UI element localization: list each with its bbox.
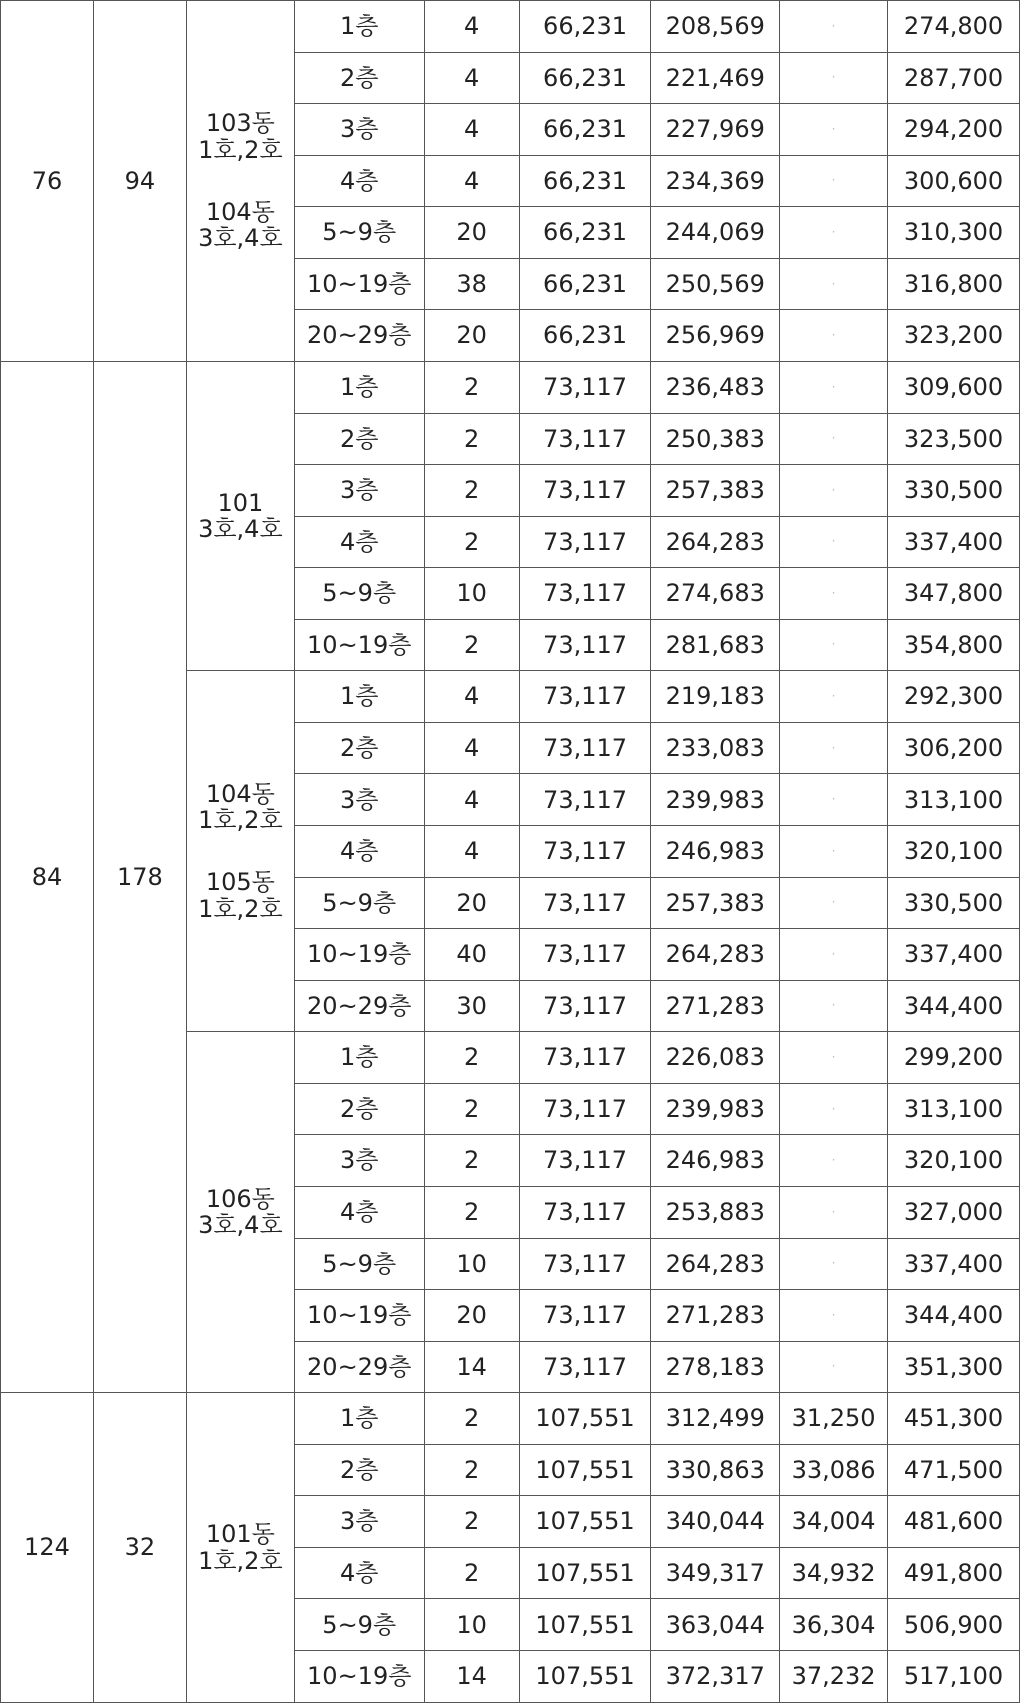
total-price-cell: 323,200 (888, 310, 1020, 362)
unit-count-cell: 4 (424, 1, 519, 53)
vat-cell: · (780, 1238, 888, 1290)
unit-count-cell: 4 (424, 722, 519, 774)
land-price-cell: 73,117 (519, 826, 651, 878)
building-price-cell: 227,969 (651, 104, 780, 156)
total-price-cell: 330,500 (888, 465, 1020, 517)
total-price-cell: 294,200 (888, 104, 1020, 156)
building-price-cell: 271,283 (651, 1290, 780, 1342)
floor-cell: 4층 (294, 1186, 424, 1238)
building-price-cell: 221,469 (651, 52, 780, 104)
total-price-cell: 313,100 (888, 1083, 1020, 1135)
total-price-cell: 306,200 (888, 722, 1020, 774)
vat-cell: · (780, 619, 888, 671)
unit-label: 1호,2호 (198, 135, 283, 164)
floor-cell: 5~9층 (294, 207, 424, 259)
land-price-cell: 107,551 (519, 1444, 651, 1496)
unit-count-cell: 4 (424, 774, 519, 826)
floor-cell: 5~9층 (294, 1599, 424, 1651)
total-price-cell: 337,400 (888, 516, 1020, 568)
vat-cell: · (780, 722, 888, 774)
total-price-cell: 300,600 (888, 155, 1020, 207)
unit-label: 3호,4호 (198, 224, 283, 253)
building-price-cell: 233,083 (651, 722, 780, 774)
unit-count-cell: 2 (424, 1135, 519, 1187)
building-price-cell: 330,863 (651, 1444, 780, 1496)
unit-count-cell: 4 (424, 52, 519, 104)
total-price-cell: 299,200 (888, 1032, 1020, 1084)
total-price-cell: 344,400 (888, 1290, 1020, 1342)
building-label: 104동 (205, 779, 275, 808)
vat-cell: · (780, 465, 888, 517)
building-price-cell: 208,569 (651, 1, 780, 53)
unit-count-cell: 38 (424, 258, 519, 310)
unit-count-cell: 20 (424, 877, 519, 929)
unit-count-cell: 14 (424, 1341, 519, 1393)
unit-count-cell: 20 (424, 207, 519, 259)
building-cell (186, 361, 294, 670)
floor-cell: 4층 (294, 516, 424, 568)
floor-cell: 5~9층 (294, 877, 424, 929)
building-price-cell: 349,317 (651, 1547, 780, 1599)
vat-cell: · (780, 980, 888, 1032)
unit-count-cell: 2 (424, 465, 519, 517)
total-price-cell: 517,100 (888, 1651, 1020, 1703)
building-price-cell: 274,683 (651, 568, 780, 620)
land-price-cell: 66,231 (519, 207, 651, 259)
vat-cell: 36,304 (780, 1599, 888, 1651)
unit-count-cell: 2 (424, 1032, 519, 1084)
floor-cell: 1층 (294, 671, 424, 723)
floor-cell: 1층 (294, 1393, 424, 1445)
total-price-cell: 337,400 (888, 1238, 1020, 1290)
vat-cell: · (780, 826, 888, 878)
building-price-cell: 363,044 (651, 1599, 780, 1651)
floor-cell: 4층 (294, 1547, 424, 1599)
land-price-cell: 66,231 (519, 52, 651, 104)
vat-cell: · (780, 413, 888, 465)
total-price-cell: 491,800 (888, 1547, 1020, 1599)
floor-cell: 20~29층 (294, 1341, 424, 1393)
vat-cell: 33,086 (780, 1444, 888, 1496)
total-price-cell: 274,800 (888, 1, 1020, 53)
land-price-cell: 107,551 (519, 1393, 651, 1445)
unit-count-cell: 2 (424, 413, 519, 465)
vat-cell: · (780, 1, 888, 53)
floor-cell: 20~29층 (294, 980, 424, 1032)
land-price-cell: 66,231 (519, 310, 651, 362)
building-price-cell: 257,383 (651, 877, 780, 929)
building-price-cell: 239,983 (651, 1083, 780, 1135)
land-price-cell: 73,117 (519, 1186, 651, 1238)
building-label: 106동 (205, 1184, 275, 1213)
building-price-cell: 239,983 (651, 774, 780, 826)
land-price-cell: 66,231 (519, 1, 651, 53)
unit-count-cell: 10 (424, 1599, 519, 1651)
land-price-cell: 66,231 (519, 104, 651, 156)
land-price-cell: 73,117 (519, 361, 651, 413)
building-cell (186, 1393, 294, 1703)
total-units-cell: 178 (93, 361, 186, 1392)
building-price-cell: 244,069 (651, 207, 780, 259)
unit-label: 3호,4호 (198, 515, 283, 544)
floor-cell: 2층 (294, 413, 424, 465)
unit-count-cell: 2 (424, 361, 519, 413)
building-price-cell: 219,183 (651, 671, 780, 723)
total-price-cell: 316,800 (888, 258, 1020, 310)
land-price-cell: 107,551 (519, 1599, 651, 1651)
building-label: 104동 (205, 197, 275, 226)
floor-cell: 3층 (294, 1135, 424, 1187)
vat-cell: · (780, 671, 888, 723)
total-price-cell: 292,300 (888, 671, 1020, 723)
land-price-cell: 73,117 (519, 1341, 651, 1393)
unit-count-cell: 10 (424, 568, 519, 620)
floor-cell: 3층 (294, 774, 424, 826)
total-price-cell: 506,900 (888, 1599, 1020, 1651)
land-price-cell: 73,117 (519, 1238, 651, 1290)
building-price-cell: 256,969 (651, 310, 780, 362)
vat-cell: · (780, 52, 888, 104)
land-price-cell: 73,117 (519, 1290, 651, 1342)
floor-cell: 10~19층 (294, 929, 424, 981)
unit-count-cell: 2 (424, 1393, 519, 1445)
total-price-cell: 310,300 (888, 207, 1020, 259)
land-price-cell: 73,117 (519, 1135, 651, 1187)
land-price-cell: 73,117 (519, 722, 651, 774)
total-price-cell: 320,100 (888, 826, 1020, 878)
unit-count-cell: 10 (424, 1238, 519, 1290)
floor-cell: 5~9층 (294, 568, 424, 620)
vat-cell: · (780, 1083, 888, 1135)
floor-cell: 1층 (294, 361, 424, 413)
building-cell (186, 671, 294, 1032)
building-label: 103동 (205, 109, 275, 138)
floor-cell: 4층 (294, 155, 424, 207)
area-cell: 84 (1, 361, 94, 1392)
unit-count-cell: 20 (424, 310, 519, 362)
building-price-cell: 234,369 (651, 155, 780, 207)
building-price-cell: 278,183 (651, 1341, 780, 1393)
vat-cell: · (780, 774, 888, 826)
unit-count-cell: 4 (424, 104, 519, 156)
vat-cell: · (780, 310, 888, 362)
floor-cell: 4층 (294, 826, 424, 878)
total-price-cell: 327,000 (888, 1186, 1020, 1238)
building-price-cell: 312,499 (651, 1393, 780, 1445)
vat-cell: · (780, 1290, 888, 1342)
unit-count-cell: 2 (424, 1186, 519, 1238)
floor-cell: 10~19층 (294, 1651, 424, 1703)
vat-cell: 34,004 (780, 1496, 888, 1548)
total-price-cell: 287,700 (888, 52, 1020, 104)
vat-cell: 31,250 (780, 1393, 888, 1445)
building-price-cell: 264,283 (651, 516, 780, 568)
vat-cell: 34,932 (780, 1547, 888, 1599)
unit-count-cell: 2 (424, 619, 519, 671)
total-price-cell: 347,800 (888, 568, 1020, 620)
land-price-cell: 73,117 (519, 619, 651, 671)
floor-cell: 2층 (294, 722, 424, 774)
unit-count-cell: 40 (424, 929, 519, 981)
vat-cell: · (780, 877, 888, 929)
vat-cell: · (780, 516, 888, 568)
building-price-cell: 250,383 (651, 413, 780, 465)
unit-count-cell: 2 (424, 1444, 519, 1496)
vat-cell: · (780, 1032, 888, 1084)
unit-label: 1호,2호 (198, 805, 283, 834)
floor-cell: 1층 (294, 1032, 424, 1084)
vat-cell: · (780, 1341, 888, 1393)
floor-cell: 2층 (294, 1083, 424, 1135)
unit-count-cell: 14 (424, 1651, 519, 1703)
land-price-cell: 73,117 (519, 774, 651, 826)
unit-count-cell: 4 (424, 826, 519, 878)
area-cell: 76 (1, 1, 94, 362)
floor-cell: 3층 (294, 104, 424, 156)
building-price-cell: 246,983 (651, 1135, 780, 1187)
building-cell (186, 1032, 294, 1393)
total-units-cell: 94 (93, 1, 186, 362)
building-price-cell: 340,044 (651, 1496, 780, 1548)
building-label: 105동 (205, 868, 275, 897)
land-price-cell: 73,117 (519, 1032, 651, 1084)
building-cell (186, 1, 294, 362)
floor-cell: 1층 (294, 1, 424, 53)
floor-cell: 2층 (294, 1444, 424, 1496)
unit-count-cell: 2 (424, 516, 519, 568)
building-price-cell: 253,883 (651, 1186, 780, 1238)
land-price-cell: 107,551 (519, 1496, 651, 1548)
unit-count-cell: 30 (424, 980, 519, 1032)
unit-count-cell: 4 (424, 155, 519, 207)
floor-cell: 10~19층 (294, 258, 424, 310)
unit-count-cell: 2 (424, 1496, 519, 1548)
building-price-cell: 250,569 (651, 258, 780, 310)
total-price-cell: 337,400 (888, 929, 1020, 981)
land-price-cell: 107,551 (519, 1547, 651, 1599)
floor-cell: 3층 (294, 465, 424, 517)
total-price-cell: 323,500 (888, 413, 1020, 465)
total-price-cell: 354,800 (888, 619, 1020, 671)
vat-cell: · (780, 929, 888, 981)
floor-cell: 20~29층 (294, 310, 424, 362)
floor-cell: 3층 (294, 1496, 424, 1548)
total-units-cell: 32 (93, 1393, 186, 1703)
land-price-cell: 73,117 (519, 568, 651, 620)
vat-cell: · (780, 104, 888, 156)
unit-count-cell: 4 (424, 671, 519, 723)
unit-label: 3호,4호 (198, 1211, 283, 1240)
building-price-cell: 257,383 (651, 465, 780, 517)
total-price-cell: 313,100 (888, 774, 1020, 826)
total-price-cell: 481,600 (888, 1496, 1020, 1548)
building-price-cell: 372,317 (651, 1651, 780, 1703)
vat-cell: · (780, 361, 888, 413)
land-price-cell: 73,117 (519, 516, 651, 568)
building-label: 101 (217, 488, 264, 517)
vat-cell: · (780, 1186, 888, 1238)
total-price-cell: 330,500 (888, 877, 1020, 929)
unit-count-cell: 20 (424, 1290, 519, 1342)
land-price-cell: 73,117 (519, 877, 651, 929)
total-price-cell: 351,300 (888, 1341, 1020, 1393)
building-price-cell: 264,283 (651, 929, 780, 981)
area-cell: 124 (1, 1393, 94, 1703)
building-price-cell: 271,283 (651, 980, 780, 1032)
total-price-cell: 320,100 (888, 1135, 1020, 1187)
total-price-cell: 309,600 (888, 361, 1020, 413)
land-price-cell: 107,551 (519, 1651, 651, 1703)
land-price-cell: 66,231 (519, 258, 651, 310)
vat-cell: · (780, 1135, 888, 1187)
building-price-cell: 246,983 (651, 826, 780, 878)
table-row (1, 1, 1020, 53)
land-price-cell: 73,117 (519, 1083, 651, 1135)
unit-count-cell: 2 (424, 1083, 519, 1135)
building-price-cell: 264,283 (651, 1238, 780, 1290)
vat-cell: · (780, 568, 888, 620)
unit-label: 1호,2호 (198, 1546, 283, 1575)
building-price-cell: 281,683 (651, 619, 780, 671)
land-price-cell: 73,117 (519, 980, 651, 1032)
table-row (1, 361, 1020, 413)
land-price-cell: 73,117 (519, 465, 651, 517)
vat-cell: · (780, 258, 888, 310)
building-price-cell: 236,483 (651, 361, 780, 413)
vat-cell: · (780, 207, 888, 259)
land-price-cell: 73,117 (519, 413, 651, 465)
floor-cell: 10~19층 (294, 1290, 424, 1342)
table-row (1, 1393, 1020, 1445)
land-price-cell: 73,117 (519, 671, 651, 723)
unit-label: 1호,2호 (198, 894, 283, 923)
total-price-cell: 471,500 (888, 1444, 1020, 1496)
floor-cell: 10~19층 (294, 619, 424, 671)
land-price-cell: 73,117 (519, 929, 651, 981)
unit-count-cell: 2 (424, 1547, 519, 1599)
total-price-cell: 451,300 (888, 1393, 1020, 1445)
land-price-cell: 66,231 (519, 155, 651, 207)
building-price-cell: 226,083 (651, 1032, 780, 1084)
floor-cell: 2층 (294, 52, 424, 104)
total-price-cell: 344,400 (888, 980, 1020, 1032)
building-label: 101동 (205, 1520, 275, 1549)
floor-cell: 5~9층 (294, 1238, 424, 1290)
vat-cell: · (780, 155, 888, 207)
vat-cell: 37,232 (780, 1651, 888, 1703)
